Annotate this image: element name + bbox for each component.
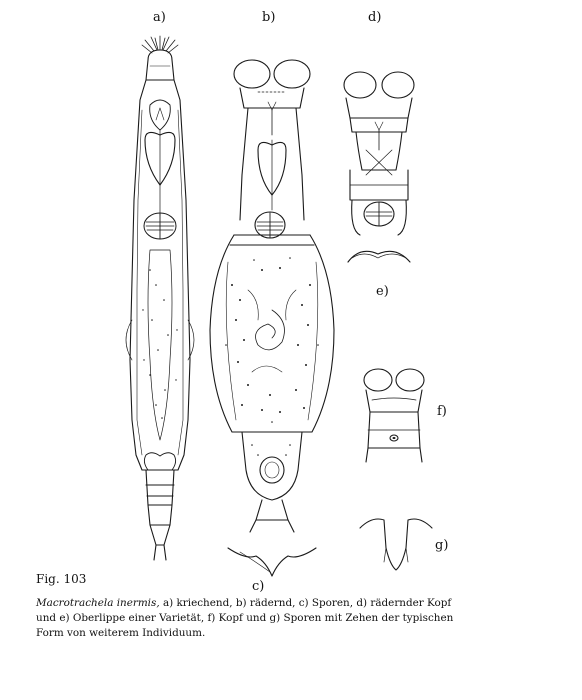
- stipple-b-foot: [251, 444, 291, 456]
- panel-label-f: f): [437, 404, 447, 419]
- panel-label-g: g): [435, 538, 449, 553]
- panel-label-c: c): [252, 579, 265, 594]
- figure-caption: [36, 596, 576, 641]
- drawing-a-crawling: [126, 36, 194, 560]
- drawing-d-head: [344, 72, 414, 235]
- caption-line-3: Form von weiterem Individuum.: [36, 627, 206, 639]
- drawing-f-head: [364, 369, 424, 462]
- species-name: Macrotrachela inermis,: [36, 597, 160, 609]
- drawing-e-upper-lip: [348, 251, 410, 262]
- panel-label-b: b): [262, 10, 276, 25]
- stipple-a: [142, 269, 177, 419]
- caption-line-1: [36, 596, 576, 611]
- drawing-b-rotating: [210, 60, 334, 532]
- panel-label-a: a): [153, 10, 166, 25]
- stipple-b: [225, 257, 319, 423]
- panel-label-d: d): [368, 10, 382, 25]
- drawing-c-spurs: [228, 548, 316, 576]
- figure-number: Fig. 103: [36, 572, 87, 586]
- panel-label-e: e): [376, 284, 389, 299]
- caption-line-1-text: a) kriechend, b) rädernd, c) Sporen, d) rädernder Kopf: [159, 597, 452, 609]
- drawing-g-spurs: [360, 519, 432, 570]
- caption-line-2: und e) Oberlippe einer Varietät, f) Kopf und g) Sporen mit Zehen der typischen: [36, 612, 454, 624]
